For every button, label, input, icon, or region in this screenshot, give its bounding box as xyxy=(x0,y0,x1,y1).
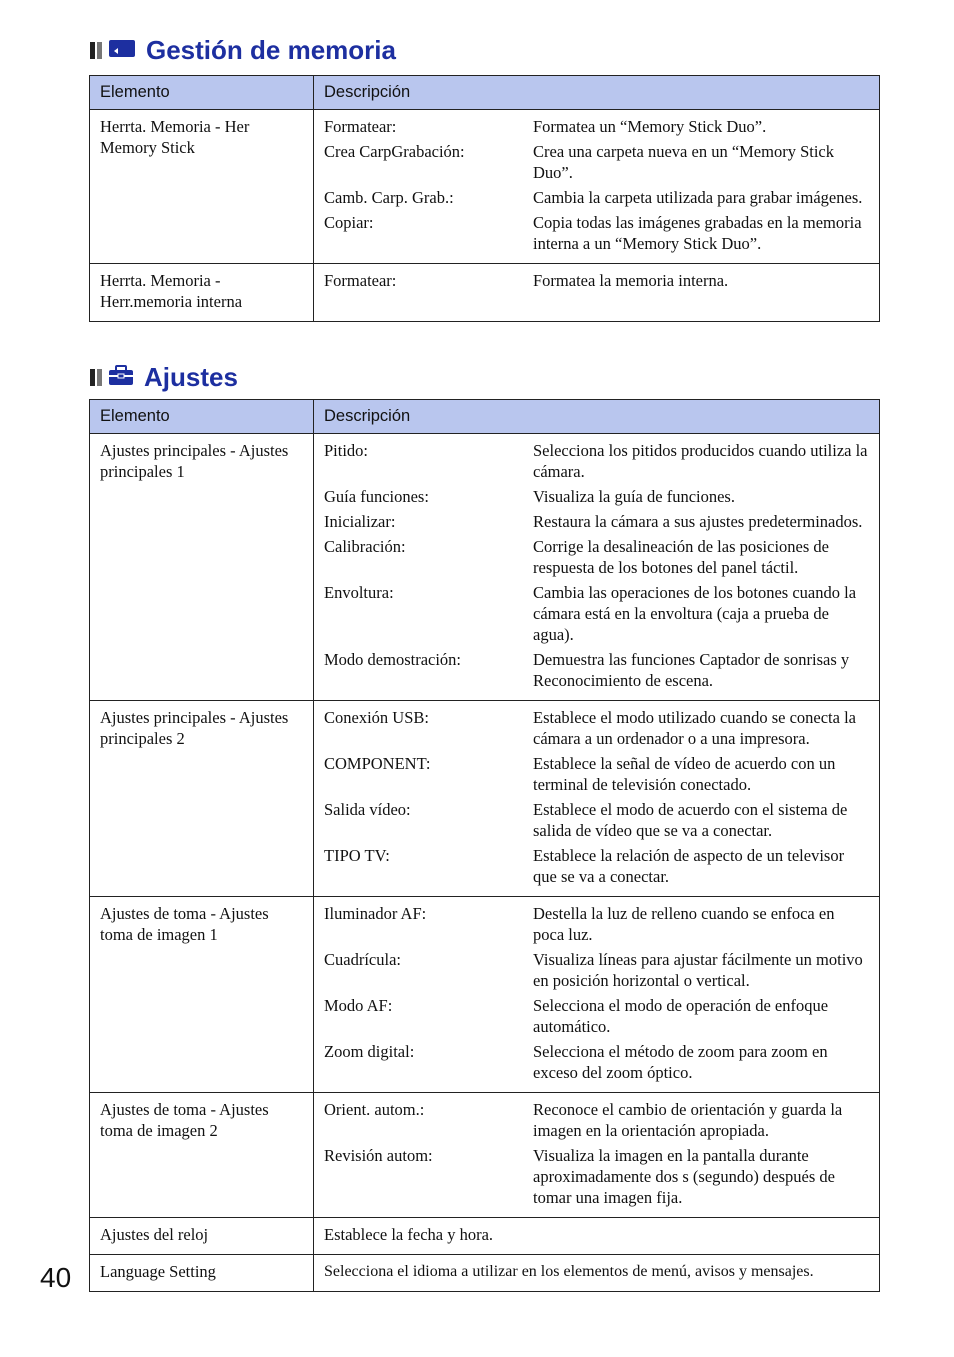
setting-label: Formatear: xyxy=(324,117,397,136)
element-cell: Ajustes de toma - Ajustes toma de imagen 1 xyxy=(90,897,314,1093)
toolbox-icon xyxy=(108,362,134,393)
setting-label: TIPO TV: xyxy=(324,846,390,865)
setting-item xyxy=(324,440,869,482)
setting-item xyxy=(324,212,869,254)
description-cell xyxy=(314,1093,880,1218)
setting-label: Crea CarpGrabación: xyxy=(324,142,465,161)
description-cell xyxy=(314,264,880,322)
setting-text: Visualiza líneas para ajustar fácilmente un motivo en posición horizontal o vertical. xyxy=(533,950,863,990)
setting-text: Establece el modo de acuerdo con el sistema de salida de vídeo que se va a conectar. xyxy=(533,800,848,840)
setting-label: Modo AF: xyxy=(324,996,393,1015)
setting-label: Pitido: xyxy=(324,441,369,460)
description-cell xyxy=(314,434,880,701)
section-title: Gestión de memoria xyxy=(146,35,396,65)
setting-label: Orient. autom.: xyxy=(324,1100,425,1119)
setting-text: Destella la luz de relleno cuando se enfoca en poca luz. xyxy=(533,904,835,944)
setting-label: Guía funciones: xyxy=(324,487,429,506)
setting-text: Selecciona el método de zoom para zoom en exceso del zoom óptico. xyxy=(533,1042,828,1082)
setting-text: Selecciona los pitidos producidos cuando utiliza la cámara. xyxy=(533,441,868,481)
element-cell: Ajustes principales - Ajustes principales 2 xyxy=(90,701,314,897)
setting-label: Envoltura: xyxy=(324,583,394,602)
element-cell: Ajustes de toma - Ajustes toma de imagen 2 xyxy=(90,1093,314,1218)
column-header-element: Elemento xyxy=(90,76,314,110)
element-cell: Herrta. Memoria - Herr.memoria interna xyxy=(90,264,314,322)
setting-text: Corrige la desalineación de las posiciones de respuesta de los botones del panel táctil. xyxy=(533,537,829,577)
setting-item xyxy=(324,949,869,991)
setting-item xyxy=(324,845,869,887)
setting-item xyxy=(324,187,869,208)
setting-label: Calibración: xyxy=(324,537,406,556)
setting-text: Formatea la memoria interna. xyxy=(533,271,729,290)
page-number: 40 xyxy=(40,1262,72,1293)
setting-label: Revisión autom: xyxy=(324,1146,433,1165)
setting-item xyxy=(324,141,869,183)
setting-text: Establece la relación de aspecto de un televisor que se va a conectar. xyxy=(533,846,845,886)
setting-item xyxy=(324,511,869,532)
description-cell: Selecciona el idioma a utilizar en los elementos de menú, avisos y mensajes. xyxy=(314,1255,880,1292)
setting-item xyxy=(324,116,869,137)
table-row xyxy=(90,897,880,1093)
description-cell xyxy=(314,701,880,897)
setting-item xyxy=(324,486,869,507)
setting-label: Iluminador AF: xyxy=(324,904,427,923)
setting-label: Camb. Carp. Grab.: xyxy=(324,188,454,207)
setting-item xyxy=(324,649,869,691)
setting-text: Selecciona el modo de operación de enfoque automático. xyxy=(533,996,829,1036)
table-row xyxy=(90,1093,880,1218)
settings-table xyxy=(89,399,880,1292)
setting-item xyxy=(324,1145,869,1208)
table-row xyxy=(90,1255,880,1292)
setting-text: Demuestra las funciones Captador de sonrisas y Reconocimiento de escena. xyxy=(533,650,850,690)
setting-text: Reconoce el cambio de orientación y guarda la imagen en la orientación apropiada. xyxy=(533,1100,843,1140)
setting-text: Establece la señal de vídeo de acuerdo con un terminal de televisión conectado. xyxy=(533,754,836,794)
setting-text: Cambia la carpeta utilizada para grabar imágenes. xyxy=(533,188,863,207)
section-heading-gestion-memoria xyxy=(90,35,396,66)
setting-item xyxy=(324,1099,869,1141)
element-cell: Ajustes del reloj xyxy=(90,1218,314,1255)
setting-text: Cambia las operaciones de los botones cuando la cámara está en la envoltura (caja a prueba de agua). xyxy=(533,583,857,644)
setting-item xyxy=(324,536,869,578)
section-title: Ajustes xyxy=(144,362,238,392)
setting-label: COMPONENT: xyxy=(324,754,431,773)
setting-item xyxy=(324,582,869,645)
setting-text: Copia todas las imágenes grabadas en la memoria interna a un “Memory Stick Duo”. xyxy=(533,213,862,253)
setting-text: Crea una carpeta nueva en un “Memory Stick Duo”. xyxy=(533,142,835,182)
setting-item xyxy=(324,1041,869,1083)
column-header-description: Descripción xyxy=(314,400,880,434)
setting-label: Salida vídeo: xyxy=(324,800,411,819)
table-row xyxy=(90,701,880,897)
setting-text: Restaura la cámara a sus ajustes predeterminados. xyxy=(533,512,863,531)
description-cell xyxy=(314,897,880,1093)
memory-card-icon xyxy=(108,35,136,66)
setting-label: Zoom digital: xyxy=(324,1042,415,1061)
setting-item xyxy=(324,270,869,291)
setting-item xyxy=(324,903,869,945)
table-row xyxy=(90,434,880,701)
setting-text: Visualiza la imagen en la pantalla durante aproximadamente dos s (segundo) después de tomar una imagen fija. xyxy=(533,1146,835,1207)
setting-label: Inicializar: xyxy=(324,512,396,531)
setting-label: Copiar: xyxy=(324,213,374,232)
setting-text: Visualiza la guía de funciones. xyxy=(533,487,735,506)
setting-text: Formatea un “Memory Stick Duo”. xyxy=(533,117,767,136)
table-row xyxy=(90,110,880,264)
section-marker xyxy=(90,42,102,59)
setting-item xyxy=(324,707,869,749)
setting-label: Cuadrícula: xyxy=(324,950,401,969)
section-marker xyxy=(90,369,102,386)
setting-item xyxy=(324,753,869,795)
table-header-row xyxy=(90,76,880,110)
setting-label: Modo demostración: xyxy=(324,650,462,669)
column-header-element: Elemento xyxy=(90,400,314,434)
description-cell: Establece la fecha y hora. xyxy=(314,1218,880,1255)
section-heading-ajustes xyxy=(90,362,238,393)
setting-label: Formatear: xyxy=(324,271,397,290)
setting-label: Conexión USB: xyxy=(324,708,429,727)
element-cell: Herrta. Memoria - Her Memory Stick xyxy=(90,110,314,264)
element-cell: Ajustes principales - Ajustes principales 1 xyxy=(90,434,314,701)
element-cell: Language Setting xyxy=(90,1255,314,1292)
table-row xyxy=(90,264,880,322)
setting-item xyxy=(324,995,869,1037)
column-header-description: Descripción xyxy=(314,76,880,110)
memory-management-table xyxy=(89,75,880,322)
table-header-row xyxy=(90,400,880,434)
description-cell xyxy=(314,110,880,264)
setting-text: Establece el modo utilizado cuando se conecta la cámara a un ordenador o a una impresora. xyxy=(533,708,856,748)
setting-item xyxy=(324,799,869,841)
table-row xyxy=(90,1218,880,1255)
